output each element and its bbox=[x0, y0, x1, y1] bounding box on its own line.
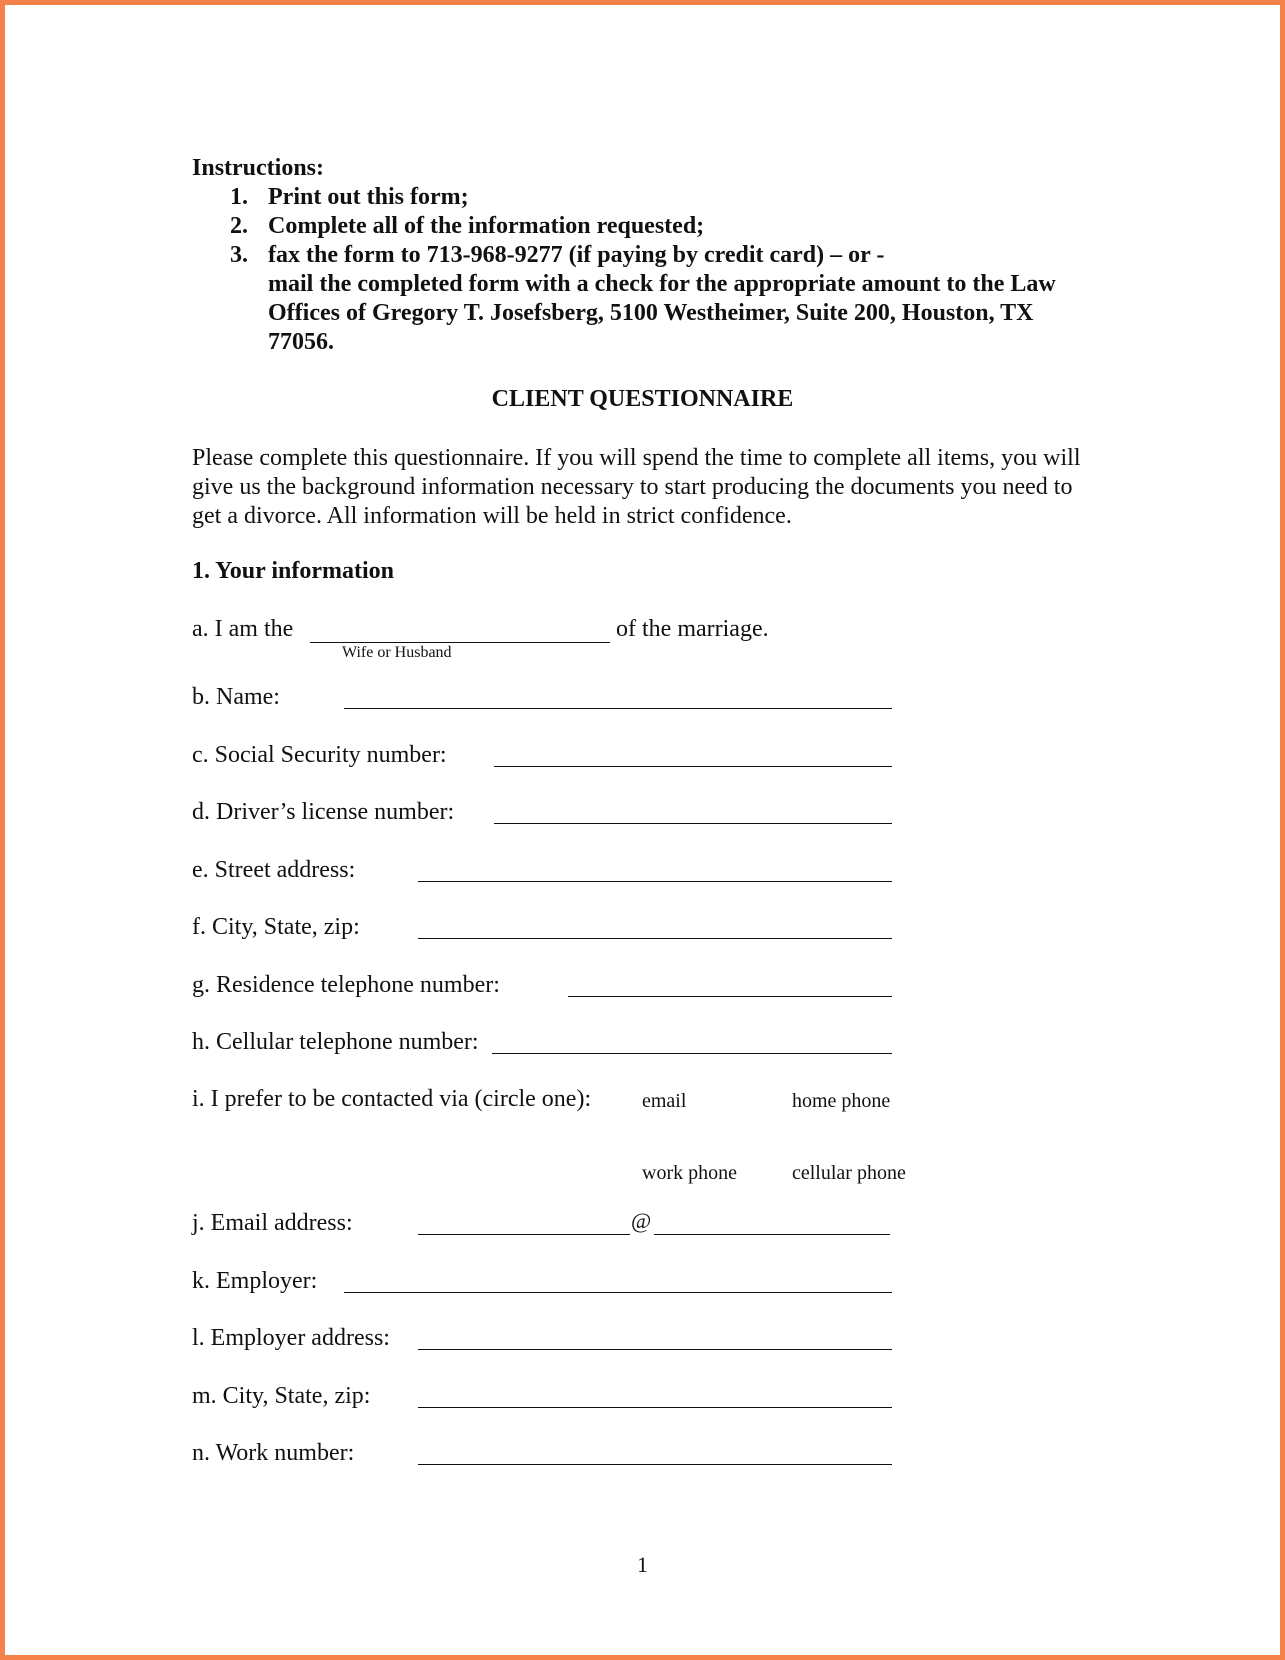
name-input[interactable] bbox=[344, 708, 892, 709]
instruction-text: fax the form to 713-968-9277 (if paying by credit card) – or - bbox=[268, 242, 885, 268]
work-number-label: n. Work number: bbox=[192, 1440, 355, 1466]
city-state-zip-input[interactable] bbox=[418, 938, 892, 939]
instructions-heading: Instructions: bbox=[192, 155, 325, 181]
employer-city-state-zip-label: m. City, State, zip: bbox=[192, 1383, 371, 1409]
instruction-text: 77056. bbox=[268, 329, 334, 355]
section-heading-your-information: 1. Your information bbox=[192, 558, 395, 584]
name-label: b. Name: bbox=[192, 684, 280, 710]
marriage-role-prefix: a. I am the bbox=[192, 616, 294, 642]
instruction-number: 2. bbox=[230, 213, 248, 239]
instruction-number: 1. bbox=[230, 184, 248, 210]
instruction-text: Offices of Gregory T. Josefsberg, 5100 Westheimer, Suite 200, Houston, TX bbox=[268, 300, 1034, 326]
residence-phone-label: g. Residence telephone number: bbox=[192, 972, 500, 998]
instruction-text: Complete all of the information requested; bbox=[268, 213, 705, 239]
street-address-input[interactable] bbox=[418, 881, 892, 882]
ssn-label: c. Social Security number: bbox=[192, 742, 447, 768]
street-address-label: e. Street address: bbox=[192, 857, 356, 883]
email-domain-input[interactable] bbox=[654, 1234, 890, 1235]
drivers-license-input[interactable] bbox=[494, 823, 892, 824]
cellular-phone-label: h. Cellular telephone number: bbox=[192, 1029, 479, 1055]
drivers-license-label: d. Driver’s license number: bbox=[192, 799, 455, 825]
marriage-role-input[interactable] bbox=[310, 642, 610, 643]
employer-address-label: l. Employer address: bbox=[192, 1325, 390, 1351]
instruction-number: 3. bbox=[230, 242, 248, 268]
employer-city-state-zip-input[interactable] bbox=[418, 1407, 892, 1408]
contact-option-home-phone[interactable]: home phone bbox=[792, 1090, 891, 1112]
employer-address-input[interactable] bbox=[418, 1349, 892, 1350]
contact-option-work-phone[interactable]: work phone bbox=[642, 1162, 737, 1184]
intro-paragraph: Please complete this questionnaire. If you will spend the time to complete all items, you will give us the background information necessary to start producing the documents you need to get a divorce. All information will be held in strict confidence. bbox=[192, 445, 1081, 529]
marriage-role-suffix: of the marriage. bbox=[616, 616, 769, 642]
employer-input[interactable] bbox=[344, 1292, 892, 1293]
page-number: 1 bbox=[637, 1552, 648, 1577]
form-title: CLIENT QUESTIONNAIRE bbox=[491, 386, 794, 412]
email-user-input[interactable] bbox=[418, 1234, 630, 1235]
ssn-input[interactable] bbox=[494, 766, 892, 767]
email-label: j. Email address: bbox=[192, 1210, 353, 1236]
city-state-zip-label: f. City, State, zip: bbox=[192, 914, 360, 940]
employer-label: k. Employer: bbox=[192, 1268, 318, 1294]
residence-phone-input[interactable] bbox=[568, 996, 892, 997]
marriage-role-hint: Wife or Husband bbox=[342, 644, 452, 661]
contact-preference-label: i. I prefer to be contacted via (circle one): bbox=[192, 1086, 592, 1112]
instruction-text: Print out this form; bbox=[268, 184, 469, 210]
email-at-sign: @ bbox=[631, 1208, 652, 1233]
instruction-text: mail the completed form with a check for the appropriate amount to the Law bbox=[268, 271, 1056, 297]
contact-option-cellular-phone[interactable]: cellular phone bbox=[792, 1162, 906, 1184]
cellular-phone-input[interactable] bbox=[492, 1053, 892, 1054]
work-number-input[interactable] bbox=[418, 1464, 892, 1465]
contact-option-email[interactable]: email bbox=[642, 1090, 687, 1112]
